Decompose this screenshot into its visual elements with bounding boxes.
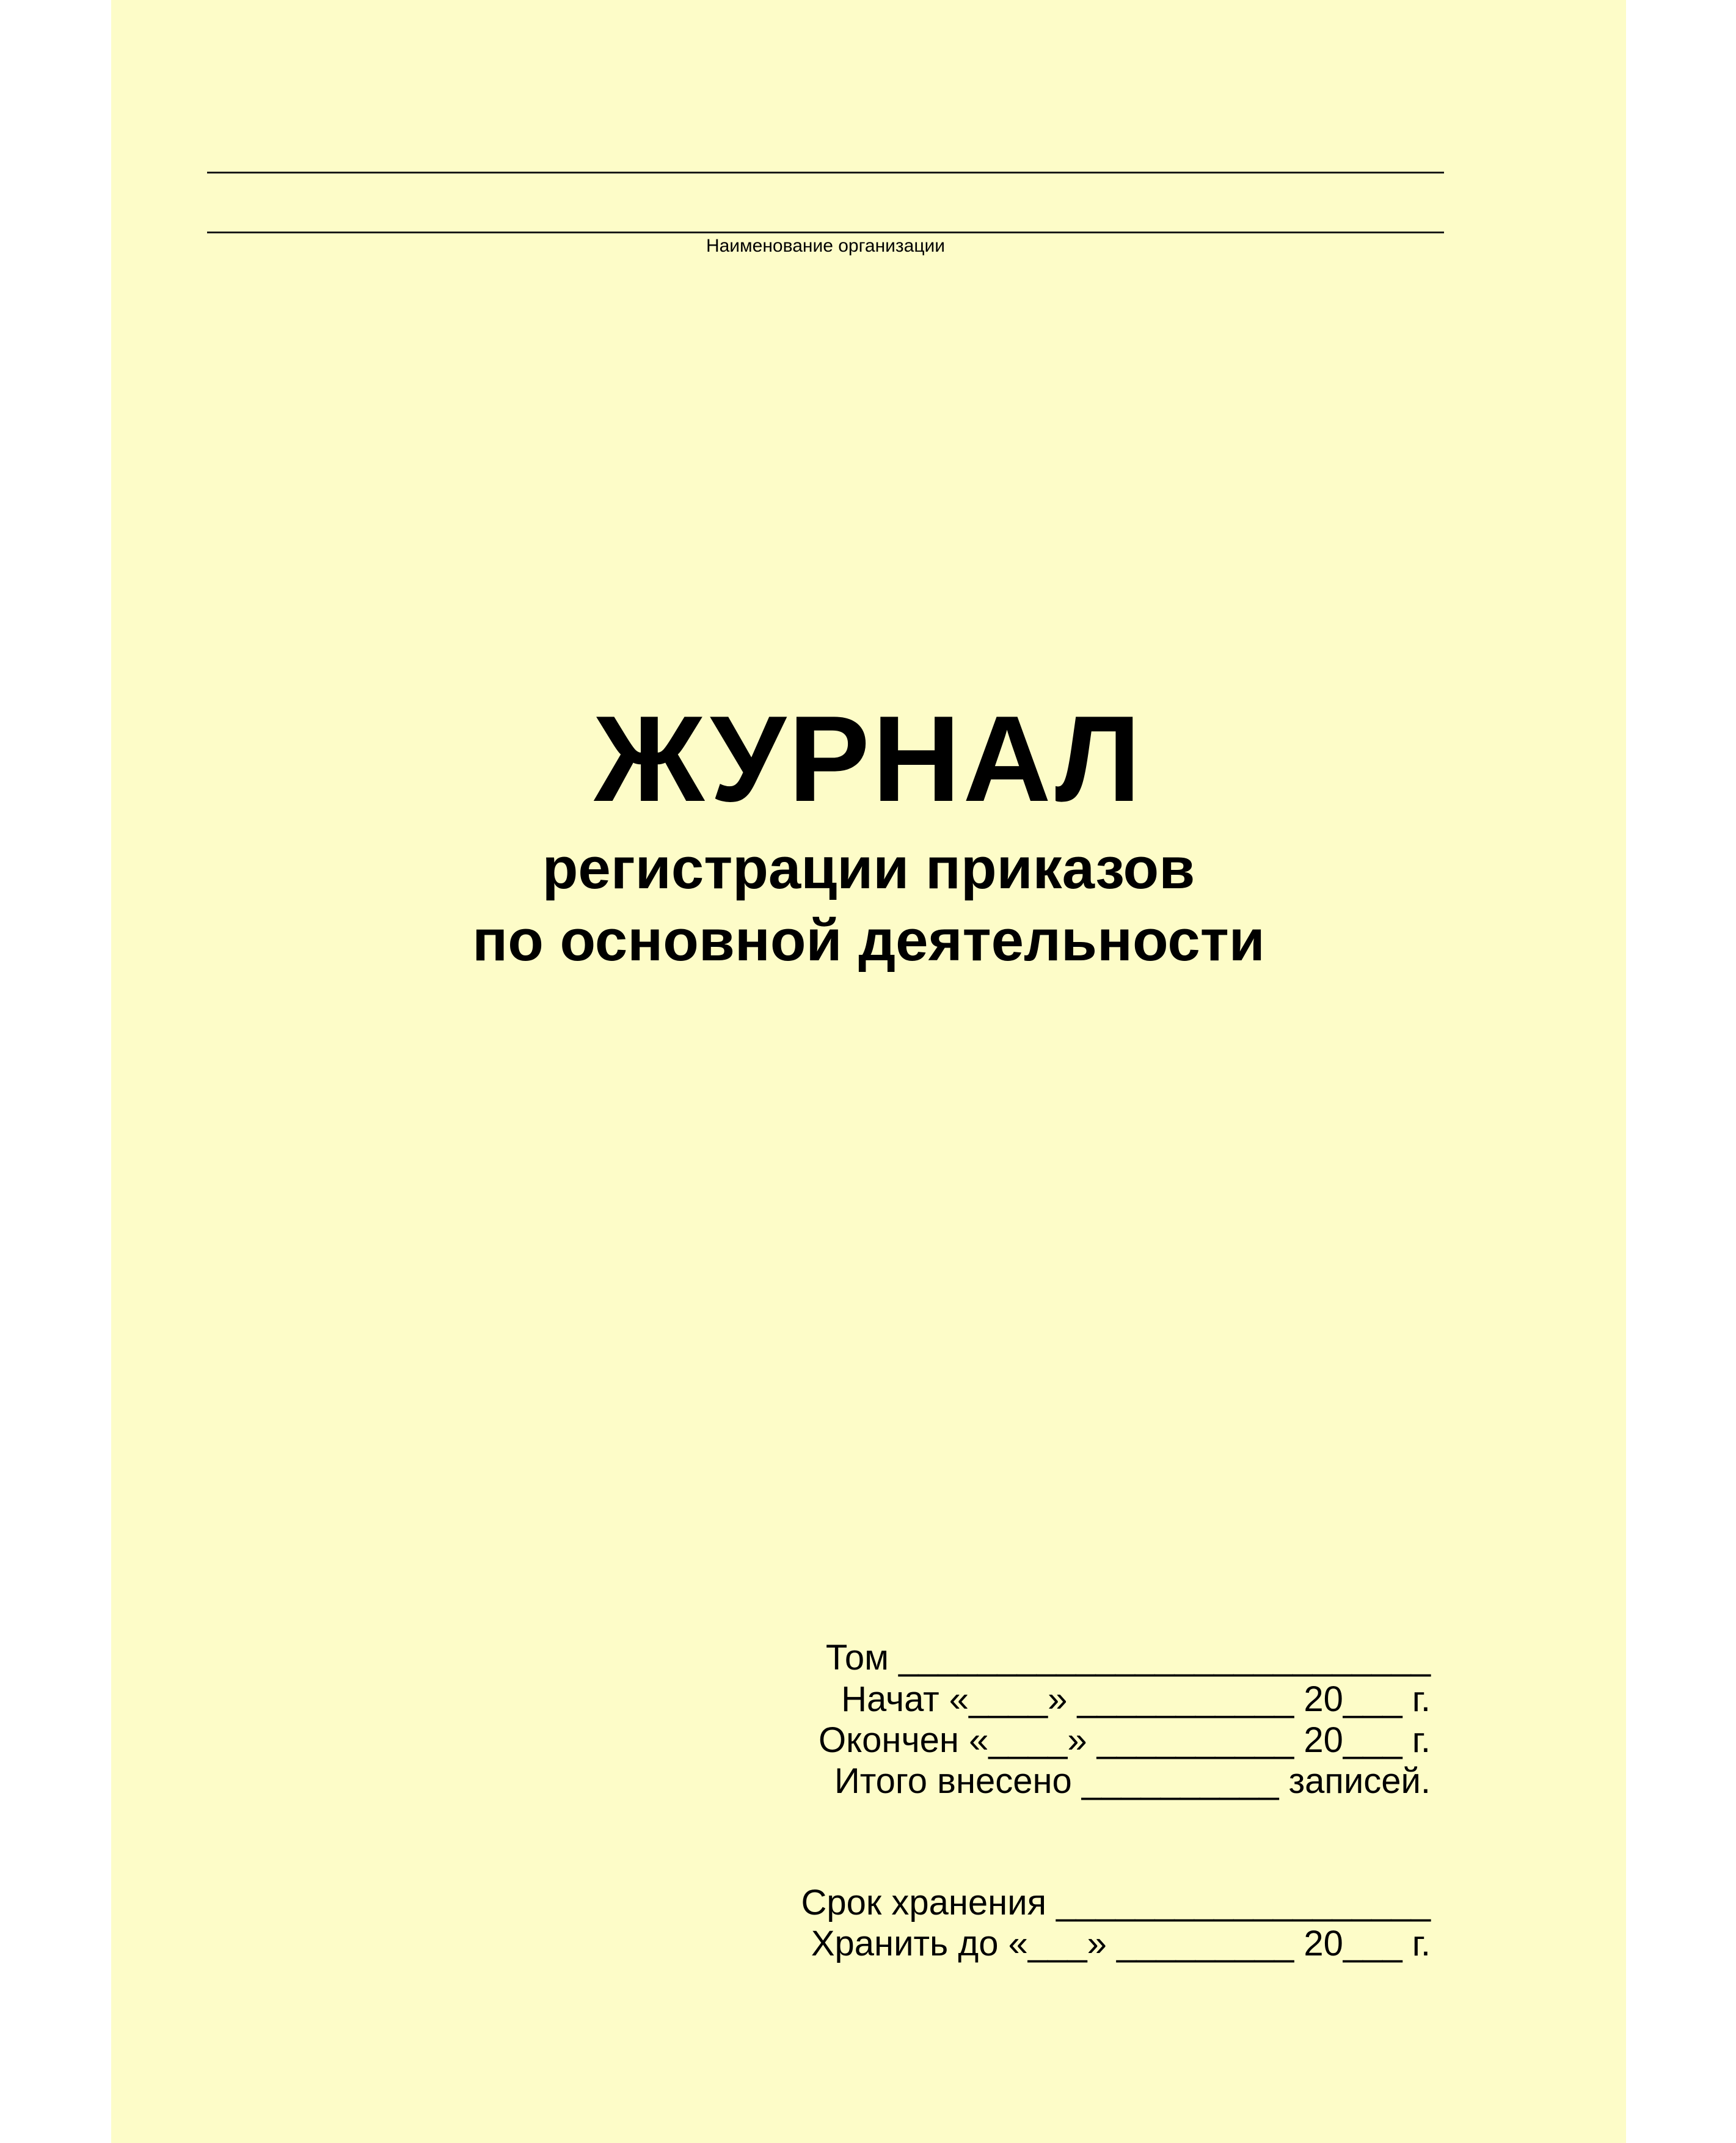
organization-name-line-1 xyxy=(207,172,1444,173)
end-date-field: Окончен «____» __________ 20___ г. xyxy=(819,1720,1431,1760)
journal-subtitle-line-2: по основной деятельности xyxy=(472,908,1265,973)
total-records-field: Итого внесено __________ записей. xyxy=(834,1761,1431,1801)
start-date-field: Начат «____» ___________ 20___ г. xyxy=(841,1679,1431,1719)
journal-subtitle-line-1: регистрации приказов xyxy=(542,836,1195,901)
storage-term-field: Срок хранения ___________________ xyxy=(801,1883,1431,1922)
organization-name-caption: Наименование организации xyxy=(706,236,946,256)
keep-until-field: Хранить до «___» _________ 20___ г. xyxy=(811,1924,1431,1963)
volume-field: Том ___________________________ xyxy=(825,1638,1431,1678)
organization-name-line-2 xyxy=(207,232,1444,233)
journal-title: ЖУРНАЛ xyxy=(594,691,1143,827)
journal-cover xyxy=(111,0,1626,2143)
